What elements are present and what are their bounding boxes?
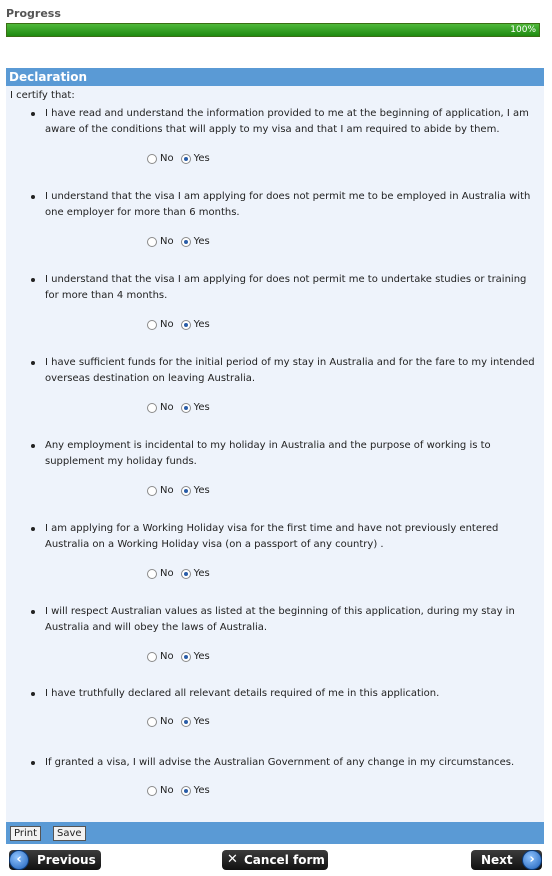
chevron-left-icon: ‹	[9, 850, 29, 870]
bullet-icon	[31, 195, 35, 199]
radio-yes-label: Yes	[193, 402, 210, 413]
answer-radio-group	[147, 568, 217, 582]
next-button[interactable]	[471, 850, 542, 870]
radio-no[interactable]	[147, 786, 157, 796]
radio-no[interactable]	[147, 569, 157, 579]
bullet-icon	[31, 444, 35, 448]
declaration-text: I will respect Australian values as listed at the beginning of this application, during my stay in Australia and will obey the laws of Australia.	[45, 606, 515, 633]
declaration-text: If granted a visa, I will advise the Australian Government of any change in my circumstances.	[45, 757, 515, 768]
answer-radio-group	[147, 153, 217, 167]
declaration-text: I am applying for a Working Holiday visa for the first time and have not previously entered Australia on a Working Holiday visa (on a passport of any country) .	[45, 523, 499, 550]
radio-no-label: No	[160, 785, 174, 796]
radio-no[interactable]	[147, 403, 157, 413]
radio-yes[interactable]	[181, 320, 191, 330]
declaration-intro: I certify that:	[10, 90, 75, 101]
radio-yes-label: Yes	[193, 785, 210, 796]
bullet-icon	[31, 761, 35, 765]
previous-label: Previous	[37, 853, 96, 867]
bullet-icon	[31, 112, 35, 116]
radio-yes-label: Yes	[193, 236, 210, 247]
radio-no-label: No	[160, 236, 174, 247]
cancel-label: Cancel form	[244, 853, 325, 867]
radio-no[interactable]	[147, 652, 157, 662]
answer-radio-group	[147, 785, 217, 799]
radio-no[interactable]	[147, 320, 157, 330]
answer-radio-group	[147, 651, 217, 665]
bullet-icon	[31, 361, 35, 365]
progress-fill	[7, 24, 539, 36]
answer-radio-group	[147, 716, 217, 730]
radio-yes[interactable]	[181, 237, 191, 247]
cancel-form-button[interactable]	[222, 850, 328, 870]
radio-no[interactable]	[147, 237, 157, 247]
next-label: Next	[481, 853, 513, 867]
answer-radio-group	[147, 485, 217, 499]
radio-yes-label: Yes	[193, 651, 210, 662]
declaration-text: I have read and understand the information provided to me at the beginning of application, I am aware of the conditions that will apply to my visa and that I am required to abide by them.	[45, 108, 529, 135]
radio-yes[interactable]	[181, 154, 191, 164]
radio-yes[interactable]	[181, 403, 191, 413]
radio-yes[interactable]	[181, 486, 191, 496]
declaration-text: I understand that the visa I am applying for does not permit me to undertake studies or training for more than 4 months.	[45, 274, 527, 301]
radio-no-label: No	[160, 153, 174, 164]
radio-yes-label: Yes	[193, 485, 210, 496]
bullet-icon	[31, 278, 35, 282]
radio-no[interactable]	[147, 717, 157, 727]
radio-yes-label: Yes	[193, 716, 210, 727]
declaration-panel	[6, 86, 544, 822]
previous-button[interactable]	[9, 850, 101, 870]
progress-label: Progress	[6, 7, 61, 20]
radio-no[interactable]	[147, 154, 157, 164]
section-header: Declaration	[6, 68, 544, 86]
declaration-text: I have sufficient funds for the initial period of my stay in Australia and for the fare to my intended overseas destination on leaving Australia.	[45, 357, 535, 384]
radio-yes-label: Yes	[193, 568, 210, 579]
declaration-text: Any employment is incidental to my holiday in Australia and the purpose of working is to supplement my holiday funds.	[45, 440, 491, 467]
radio-no-label: No	[160, 319, 174, 330]
answer-radio-group	[147, 402, 217, 416]
radio-no-label: No	[160, 485, 174, 496]
declaration-text: I have truthfully declared all relevant details required of me in this application.	[45, 688, 440, 699]
progress-bar	[6, 23, 540, 37]
print-button[interactable]: Print	[10, 826, 41, 841]
radio-no[interactable]	[147, 486, 157, 496]
save-button[interactable]: Save	[53, 826, 86, 841]
radio-yes[interactable]	[181, 786, 191, 796]
radio-no-label: No	[160, 651, 174, 662]
radio-yes[interactable]	[181, 569, 191, 579]
progress-percent: 100%	[510, 25, 536, 35]
radio-yes[interactable]	[181, 652, 191, 662]
close-icon: ✕	[227, 852, 238, 867]
bullet-icon	[31, 527, 35, 531]
bullet-icon	[31, 610, 35, 614]
radio-yes-label: Yes	[193, 153, 210, 164]
answer-radio-group	[147, 319, 217, 333]
declaration-text: I understand that the visa I am applying for does not permit me to be employed in Australia with one employer for more than 6 months.	[45, 191, 531, 218]
answer-radio-group	[147, 236, 217, 250]
chevron-right-icon: ›	[522, 850, 542, 870]
bullet-icon	[31, 692, 35, 696]
radio-no-label: No	[160, 402, 174, 413]
radio-no-label: No	[160, 568, 174, 579]
radio-no-label: No	[160, 716, 174, 727]
radio-yes-label: Yes	[193, 319, 210, 330]
form-toolbar	[6, 822, 544, 844]
radio-yes[interactable]	[181, 717, 191, 727]
